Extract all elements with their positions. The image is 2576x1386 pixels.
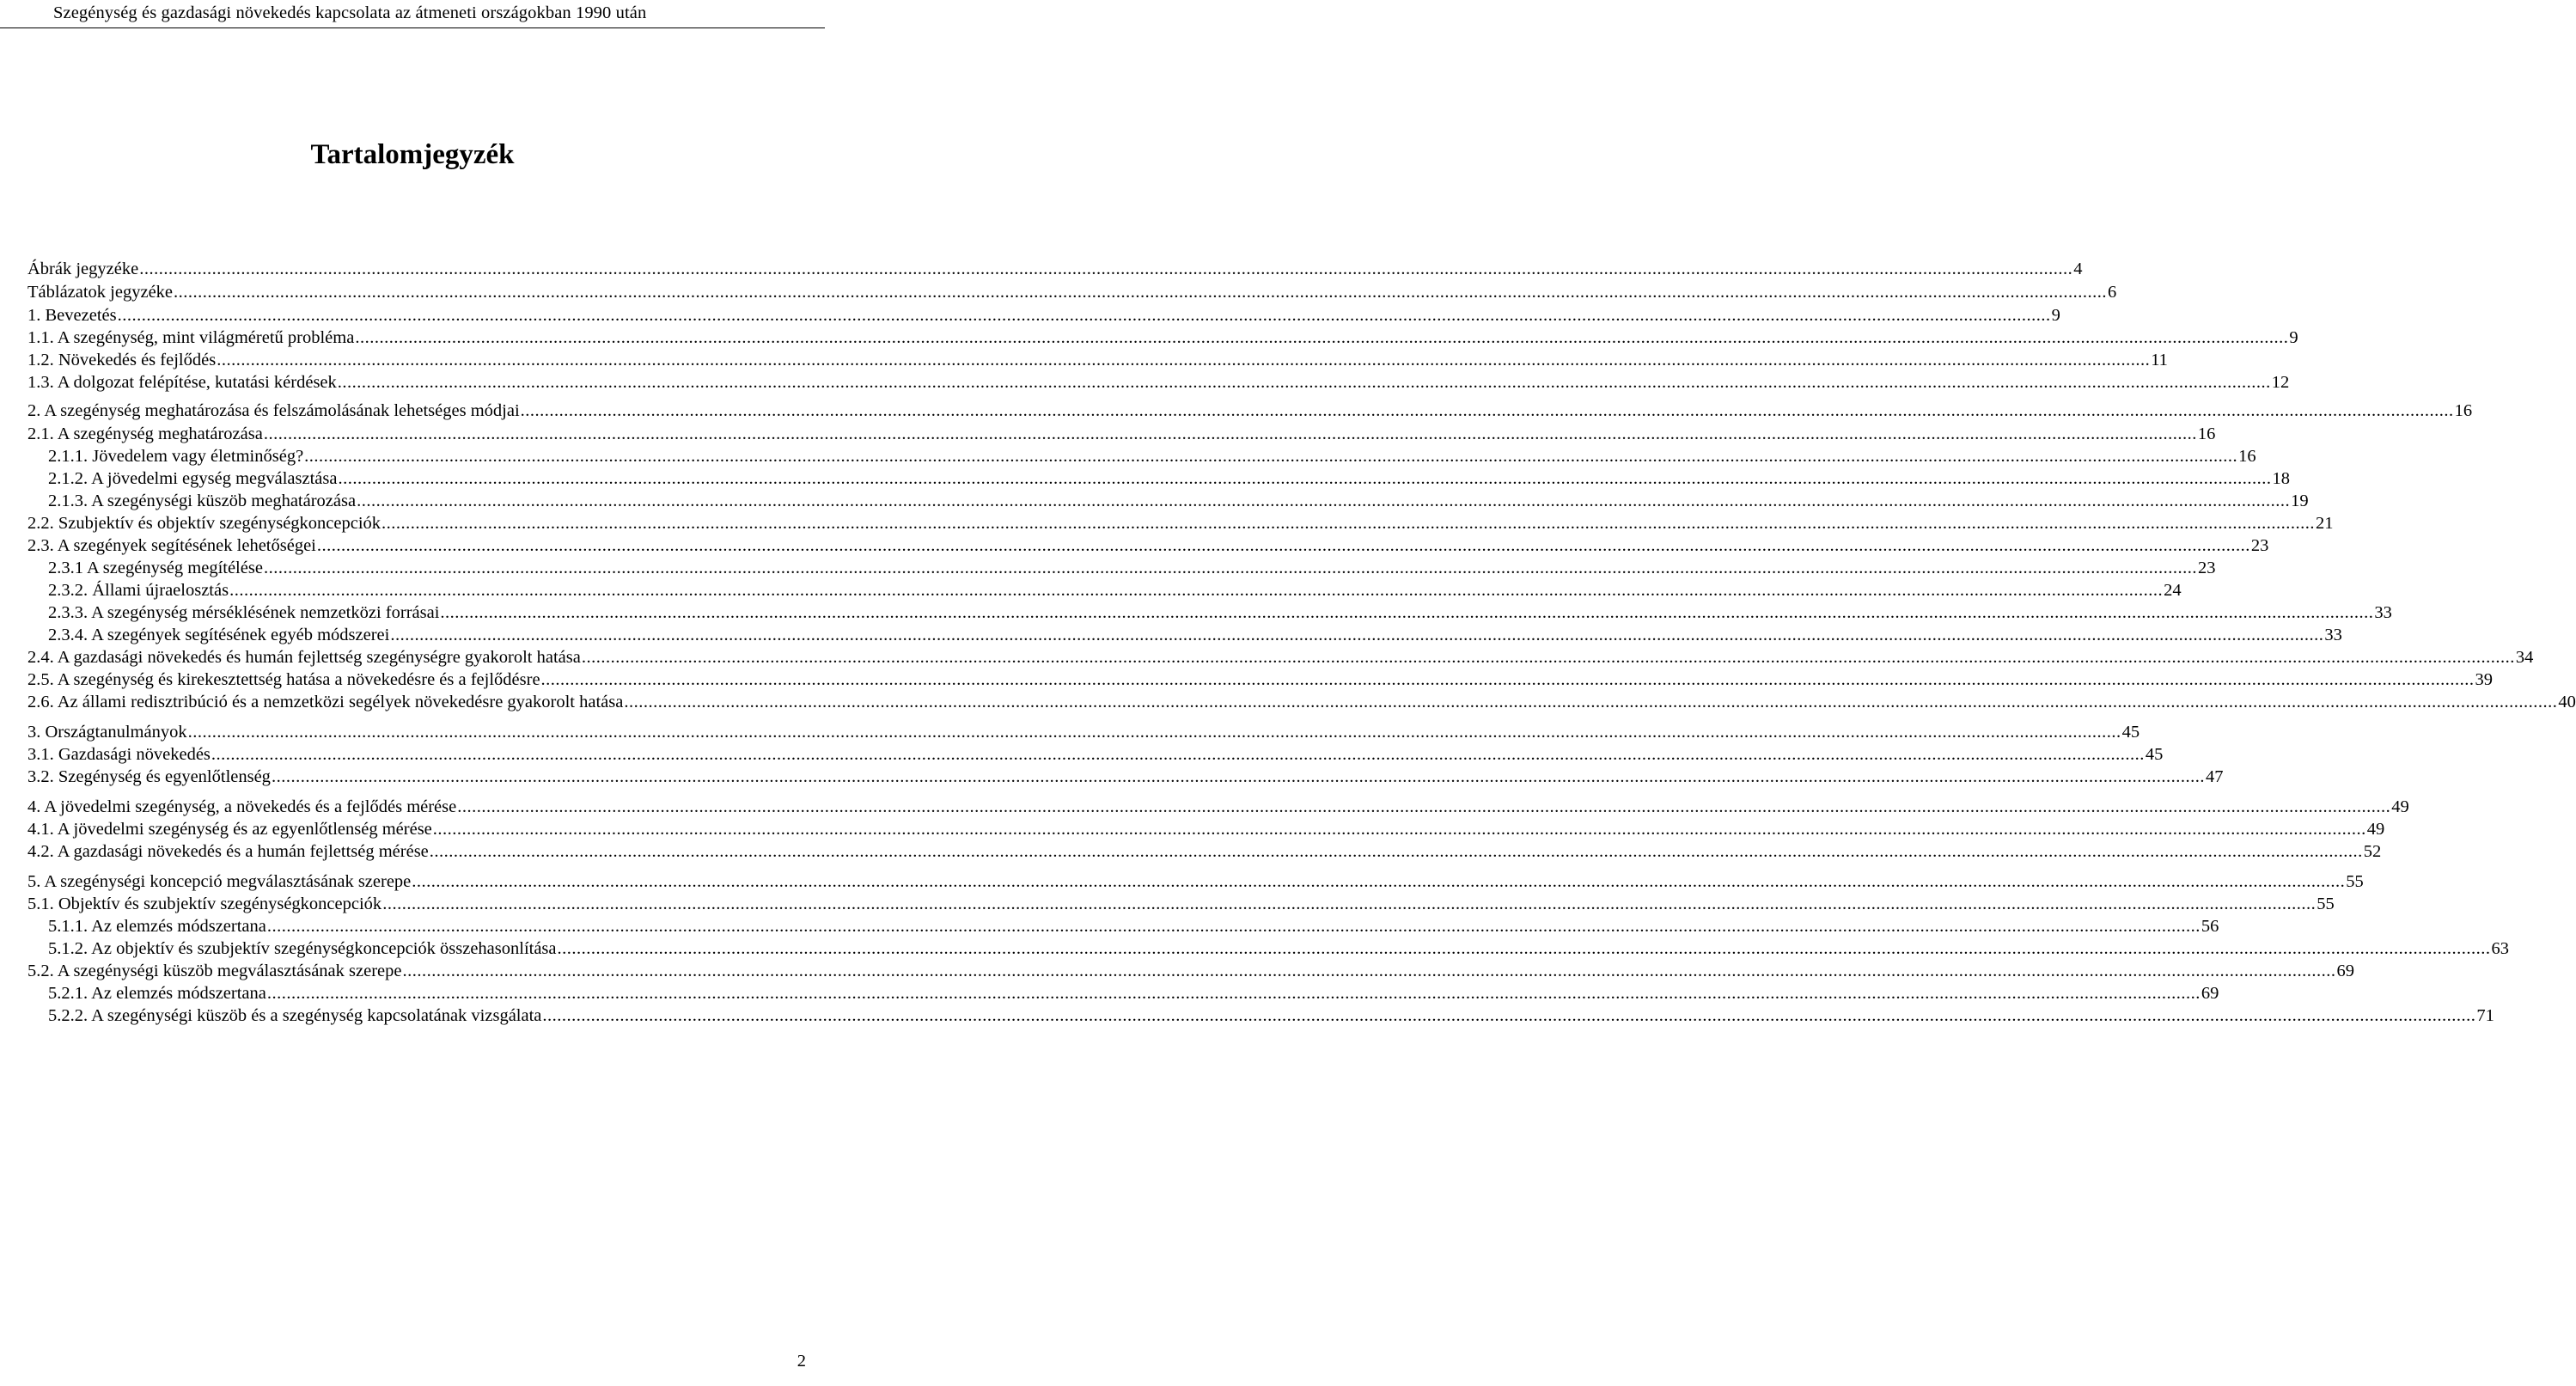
dot-leader: ................................................................................................................................................................................................................................................................................................................................................................................................................ <box>355 328 2289 347</box>
toc-entry[interactable] <box>27 893 2335 915</box>
toc-entry-title: 2.3.3. A szegénység mérséklésének nemzetközi forrásai <box>48 603 440 622</box>
toc-entry-page: 71 <box>2476 1006 2494 1025</box>
toc-entry-title: 5.1.2. Az objektív és szubjektív szegénységkoncepciók összehasonlítása <box>48 939 557 958</box>
toc-entry-title: 2.1. A szegénység meghatározása <box>27 424 263 443</box>
toc-entry-page: 69 <box>2336 962 2354 980</box>
toc-entry-title: 4.2. A gazdasági növekedés és a humán fejlettség mérése <box>27 842 429 861</box>
toc-entry[interactable] <box>27 840 2382 863</box>
dot-leader: ................................................................................................................................................................................................................................................................................................................................................................................................................ <box>217 351 2151 369</box>
toc-entry[interactable] <box>27 937 2510 960</box>
toc-entry[interactable] <box>27 371 2290 394</box>
toc-entry-title: 4.1. A jövedelmi szegénység és az egyenlőtlenség mérése <box>27 820 432 839</box>
toc-entry-title: 4. A jövedelmi szegénység, a növekedés és a fejlődés mérése <box>27 797 457 816</box>
dot-leader: ................................................................................................................................................................................................................................................................................................................................................................................................................ <box>520 401 2454 420</box>
dot-leader: ................................................................................................................................................................................................................................................................................................................................................................................................................ <box>304 447 2238 466</box>
toc-entry-title: Táblázatok jegyzéke <box>27 283 174 302</box>
toc-entry-title: 2.1.2. A jövedelmi egység megválasztása <box>48 469 338 488</box>
toc-entry-title: 2.6. Az állami redisztribúció és a nemzetközi segélyek növekedésre gyakorolt hatása <box>27 693 624 711</box>
dot-leader: ................................................................................................................................................................................................................................................................................................................................................................................................................ <box>429 842 2363 861</box>
toc-entry[interactable] <box>27 281 2117 303</box>
toc-entry-title: 1.3. A dolgozat felépítése, kutatási kérdések <box>27 373 337 392</box>
dot-leader: ................................................................................................................................................................................................................................................................................................................................................................................................................ <box>382 514 2316 533</box>
toc-entry[interactable] <box>27 691 2576 713</box>
dot-leader: ................................................................................................................................................................................................................................................................................................................................................................................................................ <box>338 469 2272 488</box>
toc-entry[interactable] <box>27 721 2140 743</box>
toc-entry-title: 3.1. Gazdasági növekedés <box>27 745 211 764</box>
toc-entry-title: 1.2. Növekedés és fejlődés <box>27 351 217 369</box>
toc-entry-title: 2.5. A szegénység és kirekesztettség hatása a növekedésre és a fejlődésre <box>27 670 540 689</box>
toc-entry-page: 18 <box>2272 469 2290 488</box>
toc-entry-title: 1.1. A szegénység, mint világméretű probléma <box>27 328 355 347</box>
toc-entry-page: 12 <box>2271 373 2290 392</box>
toc-entry-title: 2.4. A gazdasági növekedés és humán fejlettség szegénységre gyakorolt hatása <box>27 648 581 667</box>
toc-entry[interactable] <box>27 624 2342 646</box>
toc-entry[interactable] <box>27 445 2256 467</box>
toc-entry-page: 16 <box>2238 447 2256 466</box>
toc-entry-page: 11 <box>2151 351 2168 369</box>
toc-entry[interactable] <box>27 743 2164 766</box>
dot-leader: ................................................................................................................................................................................................................................................................................................................................................................................................................ <box>337 373 2271 392</box>
toc-entry-page: 16 <box>2454 401 2473 420</box>
dot-leader: ................................................................................................................................................................................................................................................................................................................................................................................................................ <box>266 917 2201 936</box>
toc-entry-title: 5.2.2. A szegénységi küszöb és a szegénység kapcsolatának vizsgálata <box>48 1006 542 1025</box>
dot-leader: ................................................................................................................................................................................................................................................................................................................................................................................................................ <box>440 603 2374 622</box>
toc-entry-page: 55 <box>2346 872 2364 891</box>
toc-entry[interactable] <box>27 915 2219 937</box>
toc-entry-title: 5. A szegénységi koncepció megválasztásának szerepe <box>27 872 412 891</box>
toc-entry-page: 33 <box>2374 603 2392 622</box>
toc-entry-title: 2. A szegénység meghatározása és felszámolásának lehetséges módjai <box>27 401 520 420</box>
toc-entry[interactable] <box>27 669 2494 691</box>
toc-entry-page: 24 <box>2164 581 2182 600</box>
toc-entry-page: 23 <box>2197 559 2216 577</box>
toc-entry[interactable] <box>27 1004 2494 1027</box>
toc-entry-title: 2.3.4. A szegények segítésének egyéb módszerei <box>48 626 390 644</box>
dot-leader: ................................................................................................................................................................................................................................................................................................................................................................................................................ <box>263 424 2197 443</box>
toc-entry-page: 52 <box>2363 842 2382 861</box>
toc-entry-page: 34 <box>2515 648 2534 667</box>
dot-leader: ................................................................................................................................................................................................................................................................................................................................................................................................................ <box>457 797 2391 816</box>
toc-entry-page: 55 <box>2317 894 2335 913</box>
toc-title: Tartalomjegyzék <box>310 139 515 170</box>
toc-entry-title: 5.2.1. Az elemzés módszertana <box>48 984 266 1003</box>
toc-entry-title: 2.2. Szubjektív és objektív szegénységkoncepciók <box>27 514 382 533</box>
toc-entry-title: 5.1. Objektív és szubjektív szegénységkoncepciók <box>27 894 382 913</box>
toc-entry[interactable] <box>27 512 2334 534</box>
toc-entry-page: 16 <box>2197 424 2216 443</box>
dot-leader: ................................................................................................................................................................................................................................................................................................................................................................................................................ <box>139 259 2073 278</box>
toc-entry-title: 2.3.1 A szegénység megítélése <box>48 559 263 577</box>
toc-entry-page: 63 <box>2491 939 2510 958</box>
page-number: 2 <box>797 1352 806 1371</box>
toc-entry[interactable] <box>27 818 2385 840</box>
dot-leader: ................................................................................................................................................................................................................................................................................................................................................................................................................ <box>357 492 2291 510</box>
toc-entry[interactable] <box>27 304 2060 327</box>
toc-entry-page: 40 <box>2558 693 2576 711</box>
toc-entry[interactable] <box>27 400 2473 422</box>
running-header: Szegénység és gazdasági növekedés kapcsolata az átmeneti országokban 1990 után <box>53 3 647 22</box>
toc-entry-title: 2.3. A szegények segítésének lehetőségei <box>27 536 316 555</box>
toc-entry-page: 49 <box>2391 797 2409 816</box>
toc-entry-page: 23 <box>2250 536 2269 555</box>
toc-entry[interactable] <box>27 796 2409 818</box>
toc-entry[interactable] <box>27 766 2224 788</box>
dot-leader: ................................................................................................................................................................................................................................................................................................................................................................................................................ <box>402 962 2336 980</box>
toc-entry-page: 9 <box>2289 328 2298 347</box>
toc-entry[interactable] <box>27 870 2364 893</box>
toc-entry-page: 45 <box>2145 745 2164 764</box>
dot-leader: ................................................................................................................................................................................................................................................................................................................................................................................................................ <box>557 939 2491 958</box>
toc-entry-page: 69 <box>2201 984 2219 1003</box>
dot-leader: ................................................................................................................................................................................................................................................................................................................................................................................................................ <box>187 723 2121 742</box>
toc-entry-title: 5.1.1. Az elemzés módszertana <box>48 917 266 936</box>
dot-leader: ................................................................................................................................................................................................................................................................................................................................................................................................................ <box>624 693 2558 711</box>
toc-entry[interactable] <box>27 646 2534 669</box>
toc-entry[interactable] <box>27 258 2083 280</box>
toc-entry-title: 2.3.2. Állami újraelosztás <box>48 581 229 600</box>
dot-leader: ................................................................................................................................................................................................................................................................................................................................................................................................................ <box>174 283 2108 302</box>
dot-leader: ................................................................................................................................................................................................................................................................................................................................................................................................................ <box>382 894 2317 913</box>
toc-entry-title: 5.2. A szegénységi küszöb megválasztásának szerepe <box>27 962 402 980</box>
toc-entry[interactable] <box>27 467 2290 490</box>
dot-leader: ................................................................................................................................................................................................................................................................................................................................................................................................................ <box>412 872 2346 891</box>
toc-entry-page: 56 <box>2201 917 2219 936</box>
dot-leader: ................................................................................................................................................................................................................................................................................................................................................................................................................ <box>316 536 2250 555</box>
toc-entry[interactable] <box>27 601 2392 624</box>
toc-entry[interactable] <box>27 327 2298 349</box>
toc-entry-title: 2.1.3. A szegénységi küszöb meghatározása <box>48 492 357 510</box>
toc-entry[interactable] <box>27 960 2354 982</box>
toc-entry-page: 47 <box>2205 767 2224 786</box>
dot-leader: ................................................................................................................................................................................................................................................................................................................................................................................................................ <box>211 745 2145 764</box>
toc-entry-page: 6 <box>2108 283 2117 302</box>
toc-entry-title: 2.1.1. Jövedelem vagy életminőség? <box>48 447 304 466</box>
dot-leader: ................................................................................................................................................................................................................................................................................................................................................................................................................ <box>229 581 2164 600</box>
dot-leader: ................................................................................................................................................................................................................................................................................................................................................................................................................ <box>271 767 2205 786</box>
toc-entry-title: Ábrák jegyzéke <box>27 259 139 278</box>
dot-leader: ................................................................................................................................................................................................................................................................................................................................................................................................................ <box>540 670 2475 689</box>
toc-entry-title: 3.2. Szegénység és egyenlőtlenség <box>27 767 271 786</box>
dot-leader: ................................................................................................................................................................................................................................................................................................................................................................................................................ <box>117 306 2051 325</box>
toc-entry[interactable] <box>27 423 2216 445</box>
toc-list <box>27 0 2576 1386</box>
dot-leader: ................................................................................................................................................................................................................................................................................................................................................................................................................ <box>390 626 2324 644</box>
toc-entry-page: 21 <box>2316 514 2334 533</box>
toc-entry-page: 19 <box>2291 492 2309 510</box>
toc-entry-page: 4 <box>2073 259 2083 278</box>
toc-entry-title: 1. Bevezetés <box>27 306 117 325</box>
toc-entry-title: 3. Országtanulmányok <box>27 723 187 742</box>
dot-leader: ................................................................................................................................................................................................................................................................................................................................................................................................................ <box>542 1006 2476 1025</box>
toc-entry[interactable] <box>27 349 2168 371</box>
toc-entry[interactable] <box>27 982 2219 1004</box>
dot-leader: ................................................................................................................................................................................................................................................................................................................................................................................................................ <box>581 648 2515 667</box>
toc-entry[interactable] <box>27 579 2182 601</box>
toc-entry[interactable] <box>27 534 2269 557</box>
toc-entry-page: 39 <box>2475 670 2494 689</box>
toc-entry[interactable] <box>27 490 2309 512</box>
dot-leader: ................................................................................................................................................................................................................................................................................................................................................................................................................ <box>432 820 2366 839</box>
dot-leader: ................................................................................................................................................................................................................................................................................................................................................................................................................ <box>263 559 2197 577</box>
toc-entry-page: 49 <box>2366 820 2385 839</box>
toc-entry-page: 9 <box>2051 306 2060 325</box>
toc-entry[interactable] <box>27 557 2216 579</box>
dot-leader: ................................................................................................................................................................................................................................................................................................................................................................................................................ <box>266 984 2201 1003</box>
toc-entry-page: 33 <box>2324 626 2342 644</box>
toc-entry-page: 45 <box>2121 723 2140 742</box>
